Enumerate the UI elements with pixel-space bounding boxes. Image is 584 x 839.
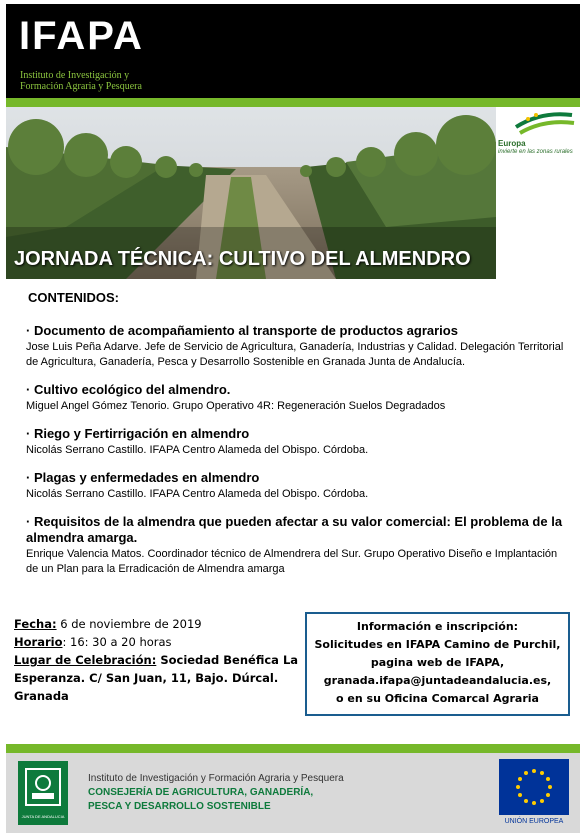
content-item xyxy=(26,426,571,458)
registration-line: pagina web de IFAPA, xyxy=(370,656,505,669)
content-item-speaker: Enrique Valencia Matos. Coordinador técnico de Almendrera del Sur. Grupo Operativo Diseño e Implantación de un Plan para la Erradicación de Almendra amarga xyxy=(26,548,558,575)
content-item xyxy=(26,470,571,502)
content-item xyxy=(26,382,571,414)
content-item-title: · Cultivo ecológico del almendro. xyxy=(26,382,231,397)
green-band-top xyxy=(6,98,580,107)
date-value: 6 de noviembre de 2019 xyxy=(56,617,202,631)
venue-value: Sociedad Benéfica La Esperanza. C/ San Juan, 11, Bajo. Dúrcal. Granada xyxy=(14,653,299,703)
content-item xyxy=(26,514,571,577)
registration-line: o en su Oficina Comarcal Agraria xyxy=(336,692,539,705)
content-item-speaker: Nicolás Serrano Castillo. IFAPA Centro Alameda del Obispo. Córdoba. xyxy=(26,444,369,456)
registration-box xyxy=(305,612,570,716)
eu-label: UNIÓN EUROPEA xyxy=(504,818,564,825)
content-item-speaker: Jose Luis Peña Adarve. Jefe de Servicio de Agricultura, Ganadería, Industrias y Calidad. Delegación Territorial de Agricultura, Ganadería, Pesca y Desarrollo Sostenible en Granada Junta de Andalucía. xyxy=(26,341,564,368)
content-item-title: · Plagas y enfermedades en almendro xyxy=(26,470,260,485)
green-band-bottom xyxy=(6,744,580,753)
contents-section xyxy=(26,290,571,589)
junta-andalucia-logo xyxy=(18,761,68,825)
footer-ministry-line1: CONSEJERÍA DE AGRICULTURA, GANADERÍA, xyxy=(88,787,314,798)
europa-rural-icon xyxy=(496,107,580,139)
content-item-title: · Riego y Fertirrigación en almendro xyxy=(26,426,250,441)
europa-label: Europa xyxy=(498,139,526,148)
date-line xyxy=(14,615,304,633)
ifapa-logo: IFAPA xyxy=(19,14,144,58)
event-details xyxy=(14,615,304,705)
eu-stars-icon xyxy=(499,759,569,815)
hero-image xyxy=(6,107,496,279)
date-label: Fecha: xyxy=(14,617,57,631)
header-bar xyxy=(6,4,580,98)
junta-emblem-icon xyxy=(18,761,68,813)
content-item-title: · Requisitos de la almendra que pueden afectar a su valor comercial: El problema de la almendra amarga. xyxy=(26,514,563,545)
time-line xyxy=(14,633,304,651)
venue-label: Lugar de Celebración: xyxy=(14,653,157,667)
logo-sub-line2: Formación Agraria y Pesquera xyxy=(20,81,142,92)
content-item-speaker: Miguel Angel Gómez Tenorio. Grupo Operativo 4R: Regeneración Suelos Degradados xyxy=(26,400,446,412)
venue-line xyxy=(14,651,304,705)
event-title: JORNADA TÉCNICA: CULTIVO DEL ALMENDRO xyxy=(14,248,471,270)
time-label: Horario xyxy=(14,635,63,649)
junta-label: JUNTA DE ANDALUCIA xyxy=(21,814,65,819)
content-item xyxy=(26,323,571,370)
content-item-speaker: Nicolás Serrano Castillo. IFAPA Centro Alameda del Obispo. Córdoba. xyxy=(26,488,369,500)
registration-heading: Información e inscripción: xyxy=(356,620,519,633)
ifapa-logo-subtitle xyxy=(20,70,142,92)
registration-email[interactable]: granada.ifapa@juntadeandalucia.es, xyxy=(323,674,552,687)
registration-line: Solicitudes en IFAPA Camino de Purchil, xyxy=(314,638,561,651)
contents-heading: CONTENIDOS: xyxy=(28,290,119,305)
eu-flag xyxy=(499,759,569,815)
content-item-title: · Documento de acompañamiento al transporte de productos agrarios xyxy=(26,323,458,338)
footer-ministry-line2: PESCA Y DESARROLLO SOSTENIBLE xyxy=(88,801,271,812)
europa-badge xyxy=(496,107,580,167)
time-value: : 16: 30 a 20 horas xyxy=(62,635,172,649)
footer xyxy=(6,753,580,833)
logo-sub-line1: Instituto de Investigación y xyxy=(20,70,130,81)
europa-subtitle: invierte en las zonas rurales xyxy=(498,149,573,155)
footer-institute: Instituto de Investigación y Formación Agraria y Pesquera xyxy=(88,773,344,784)
